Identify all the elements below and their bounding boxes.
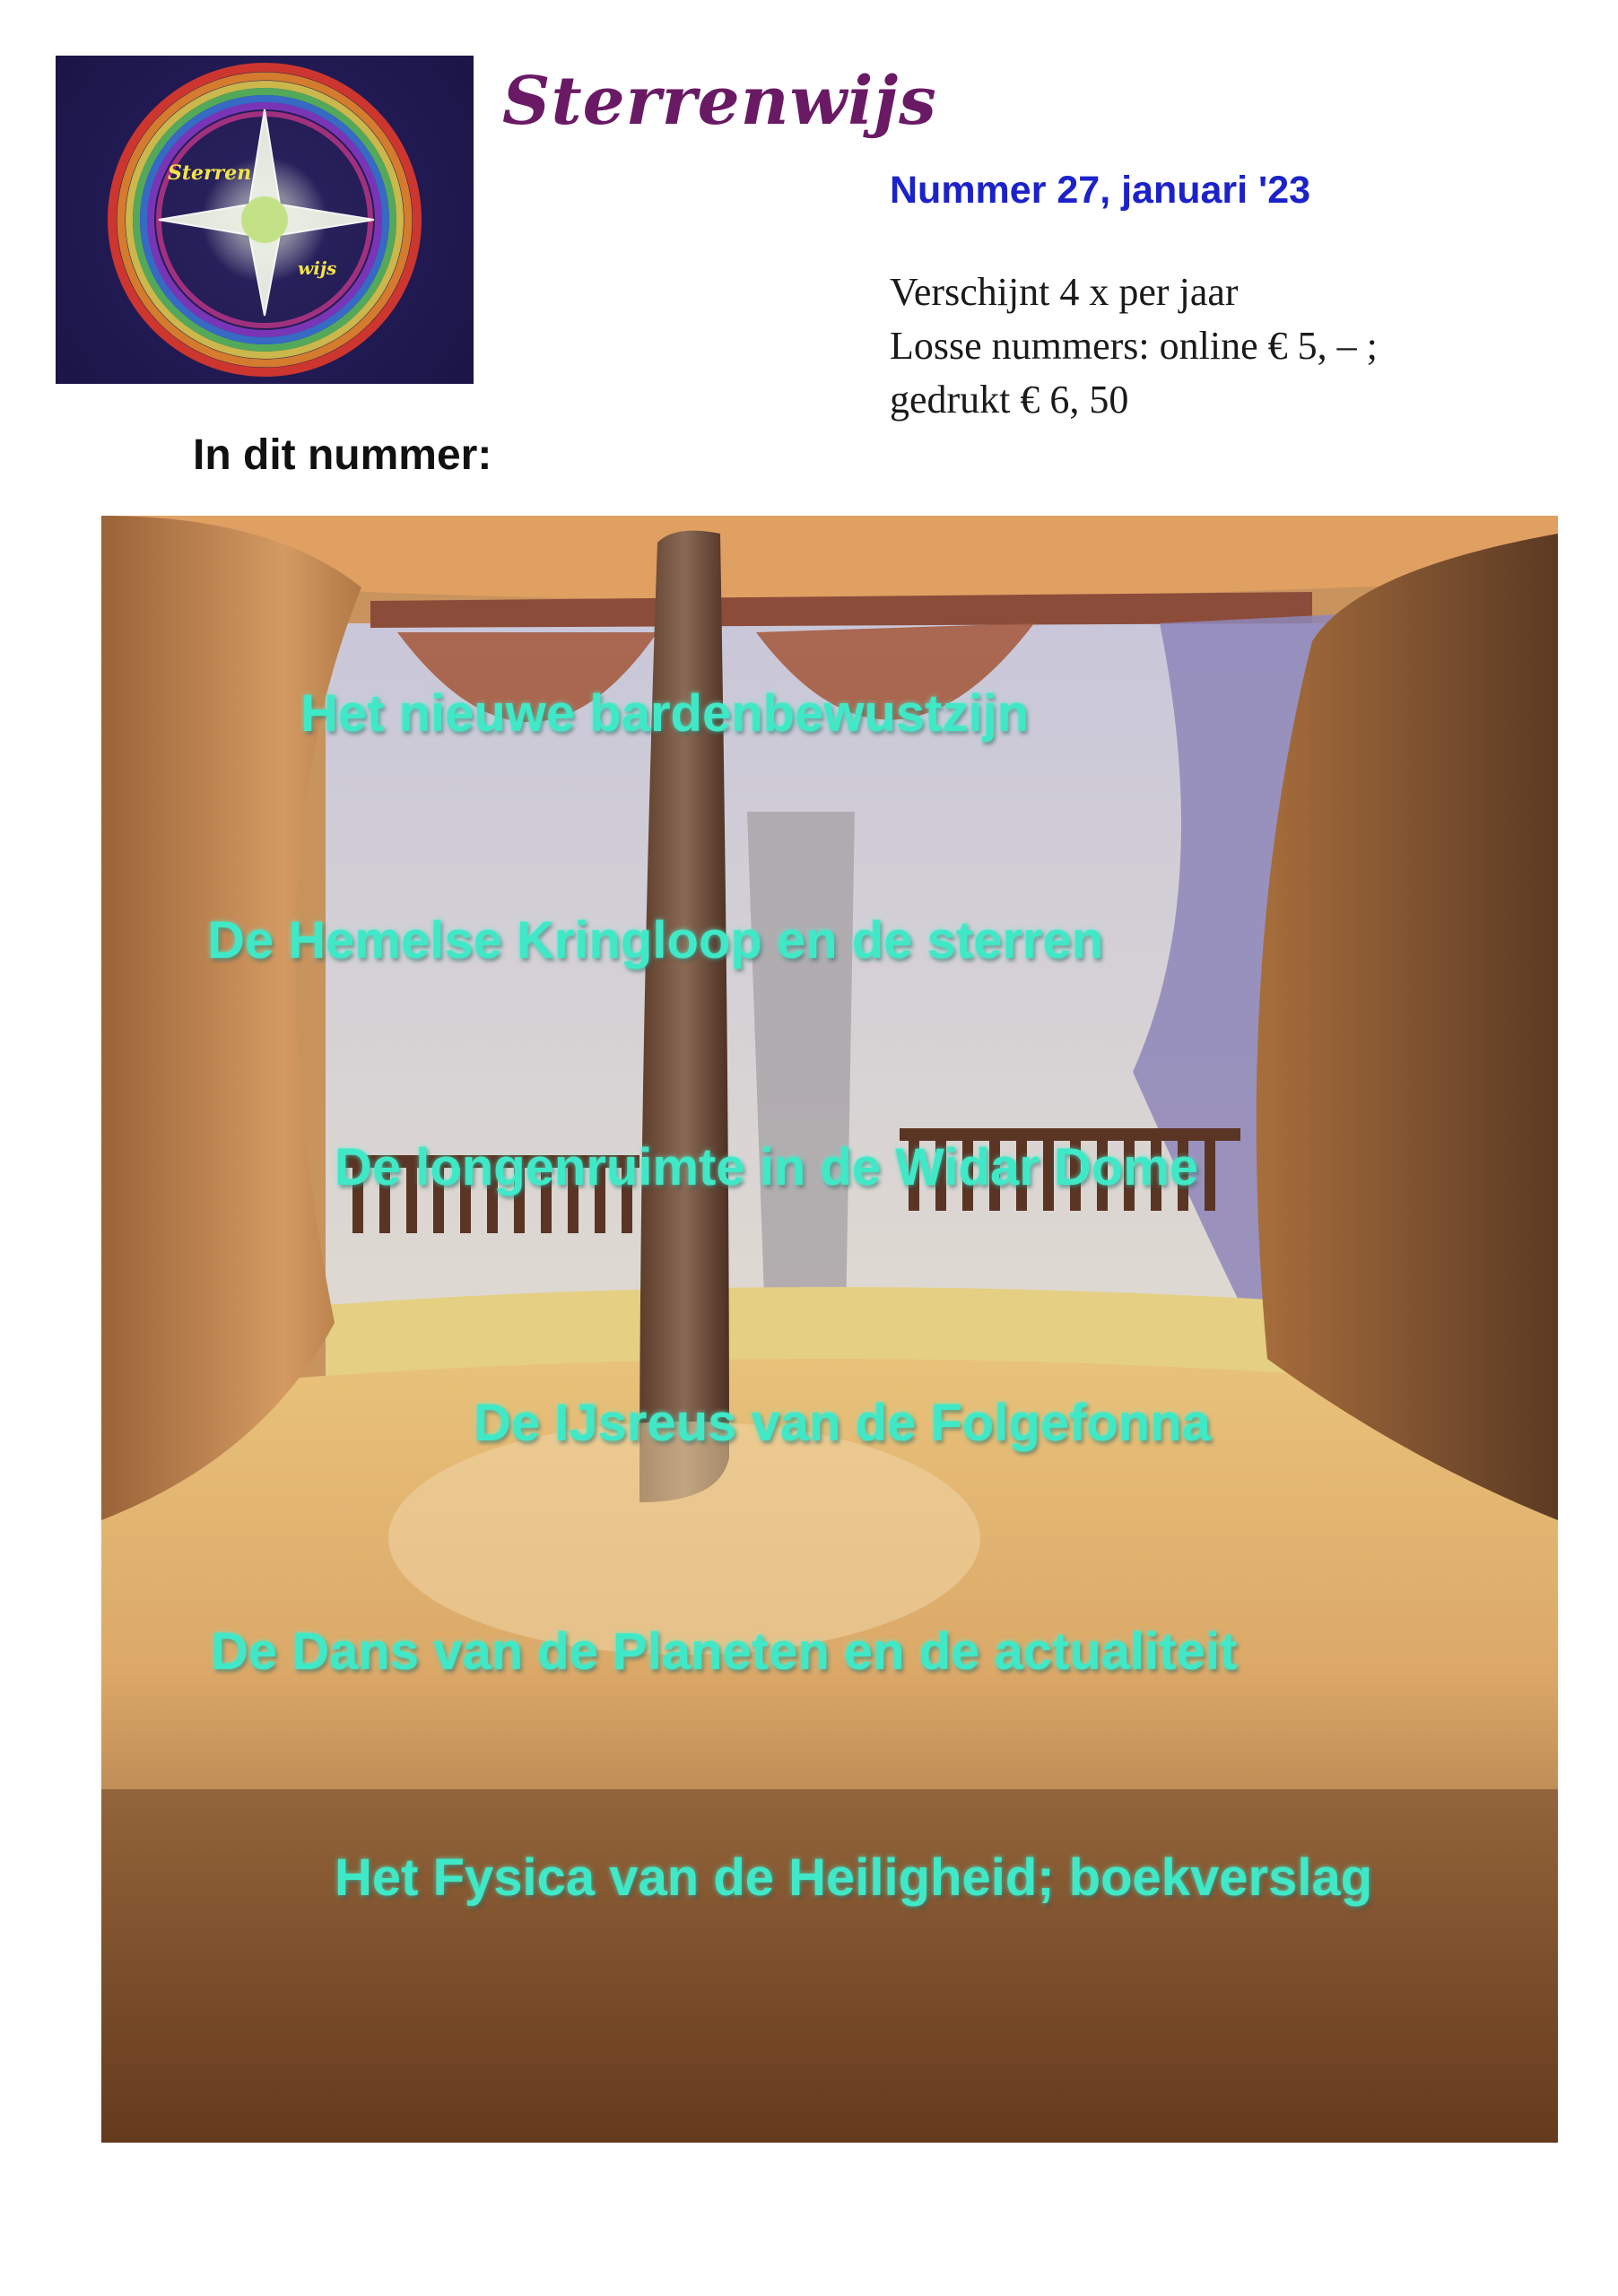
toc-item-ijsreus: De IJsreus van de Folgefonna xyxy=(474,1394,1211,1452)
logo xyxy=(56,56,474,384)
toc-item-bardenbewustzijn: Het nieuwe bardenbewustzijn xyxy=(300,684,1030,743)
contents-heading: In dit nummer: xyxy=(193,431,492,479)
toc-item-hemelse-kringloop: De Hemelse Kringloop en de sterren xyxy=(207,911,1104,970)
logo-word-wijs: wijs xyxy=(298,257,337,279)
publication-info xyxy=(890,265,1378,427)
info-line-online-price: Losse nummers: online € 5, – ; xyxy=(890,324,1378,368)
toc-item-dans-planeten: De Dans van de Planeten en de actualiteit xyxy=(211,1622,1238,1681)
info-line-frequency: Verschijnt 4 x per jaar xyxy=(890,270,1239,314)
logo-word-sterren: Sterren xyxy=(168,161,252,185)
star-ring-icon xyxy=(56,56,474,384)
toc-item-widar-dome: De longenruimte in de Widar Dome xyxy=(335,1138,1199,1196)
cover-painting xyxy=(101,516,1558,2143)
info-line-print-price: gedrukt € 6, 50 xyxy=(890,378,1129,422)
toc-item-fysica-heiligheid: Het Fysica van de Heiligheid; boekverslag xyxy=(335,1848,1373,1907)
magazine-title: Sterrenwijs xyxy=(502,63,937,140)
issue-number: Nummer 27, januari '23 xyxy=(890,169,1311,212)
